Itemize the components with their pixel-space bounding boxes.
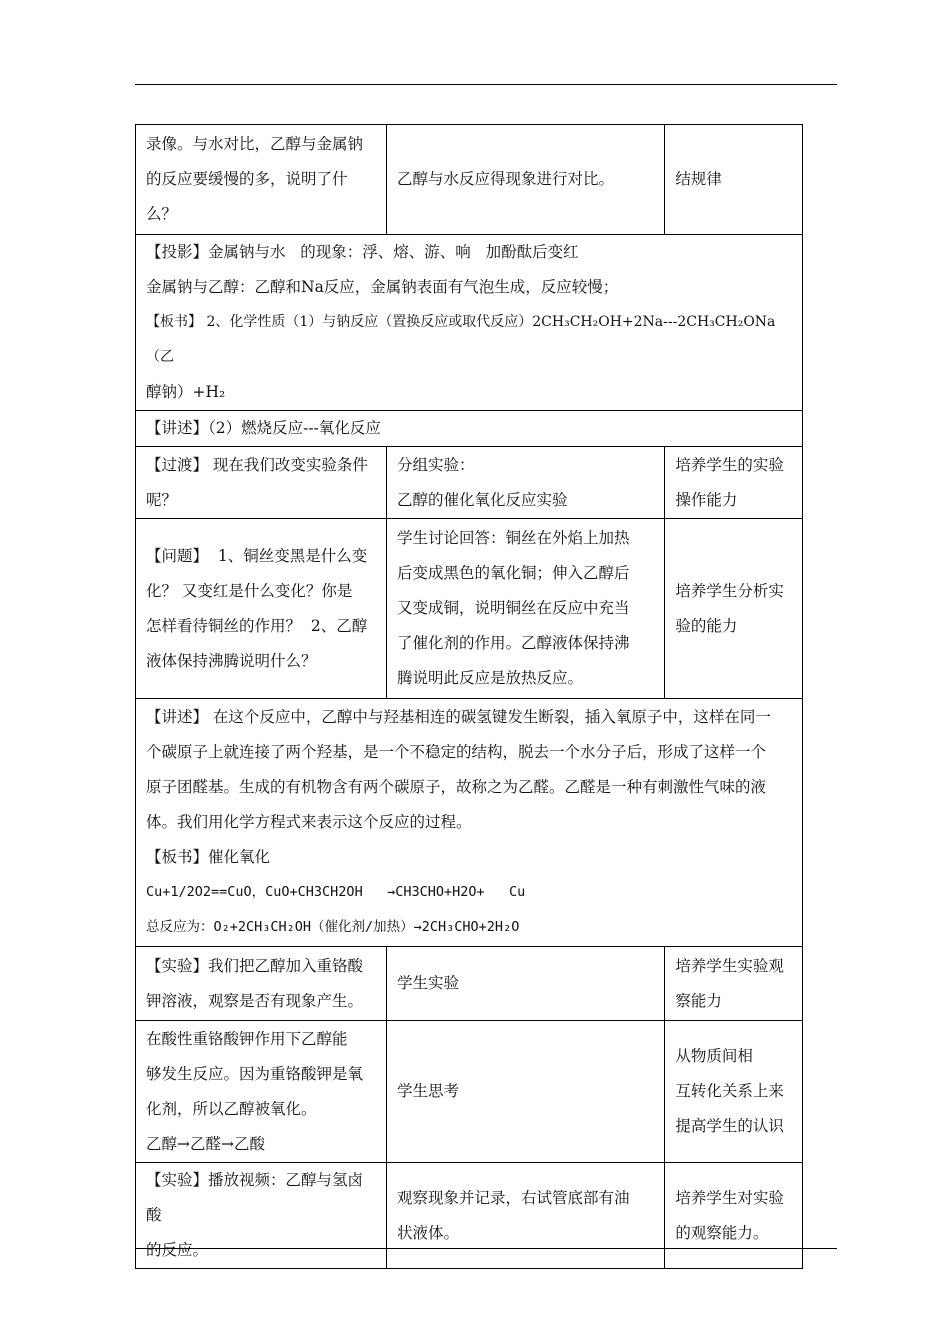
table-row (136, 947, 803, 1021)
cell-line: 怎样看待铜丝的作用？ 2、乙醇 (146, 616, 368, 635)
cell-line: 培养学生对实验 (675, 1188, 784, 1207)
cell-line: 验的能力 (675, 616, 738, 635)
cell-line: 学生思考 (396, 1082, 459, 1100)
cell-line: 互转化关系上来 (675, 1082, 784, 1100)
cell-line: 【讲述】 在这个反应中，乙醇中与羟基相连的碳氢键发生断裂，插入氧原子中，这样在同一 (146, 708, 771, 726)
cell-line: 培养学生的实验 (675, 455, 784, 474)
cell-line: 乙醇→乙醛→乙酸 (146, 1134, 265, 1153)
lesson-plan-table (135, 124, 803, 1269)
cell-line: 腾说明此反应是放热反应。 (396, 669, 583, 687)
cell-line: 【板书】 2、化学性质（1）与钠反应（置换反应或取代反应）2CH₃CH₂OH+2Na---2CH₃CH₂ONa（乙 (146, 314, 776, 365)
cell-line: 培养学生实验观 (675, 956, 784, 975)
header-rule (135, 84, 837, 85)
cell-line: 培养学生分析实 (675, 581, 784, 600)
lecture-cell (136, 411, 803, 447)
teacher-activity-cell (136, 447, 387, 519)
student-activity-cell (386, 947, 664, 1021)
table-row (136, 1021, 803, 1163)
cell-line: 又变成铜，说明铜丝在反应中充当 (396, 599, 630, 617)
cell-line: 【讲述】（2）燃烧反应---氧化反应 (146, 419, 381, 437)
cell-line: 【实验】播放视频：乙醇与氢卤酸 (146, 1171, 364, 1224)
equation-line: Cu+1/2O2==CuO，CuO+CH3CH2OH →CH3CHO+H2O+ Cu (146, 884, 526, 900)
cell-line: 的反应。 (146, 1241, 209, 1259)
table-row (136, 125, 803, 235)
teacher-activity-cell (136, 947, 387, 1021)
cell-line: 体。我们用化学方程式来表示这个反应的过程。 (146, 813, 472, 831)
cell-line: 呢？ (146, 490, 178, 509)
cell-line: 金属钠与乙醇：乙醇和Na反应，金属钠表面有气泡生成，反应较慢； (146, 278, 619, 296)
student-activity-cell (386, 1021, 664, 1163)
footer-rule (135, 1248, 837, 1249)
student-activity-cell (386, 1163, 664, 1269)
student-activity-cell (386, 447, 664, 519)
design-intent-cell (665, 447, 803, 519)
teacher-activity-cell (136, 125, 387, 235)
cell-line: 【过渡】 现在我们改变实验条件 (146, 455, 368, 474)
teacher-activity-cell (136, 1021, 387, 1163)
cell-line: 化剂，所以乙醇被氧化。 (146, 1099, 317, 1118)
teacher-activity-cell (136, 1163, 387, 1269)
cell-line: 【实验】我们把乙醇加入重铬酸 (146, 956, 364, 975)
cell-line: 结规律 (675, 170, 722, 188)
design-intent-cell (665, 125, 803, 235)
cell-line: 录像。与水对比，乙醇与金属钠 (146, 135, 364, 153)
table-row (136, 447, 803, 519)
table-row (136, 1163, 803, 1269)
design-intent-cell (665, 1021, 803, 1163)
cell-line: 够发生反应。因为重铬酸钾是氧 (146, 1064, 364, 1083)
cell-line: 的反应要缓慢的多，说明了什 (146, 170, 348, 188)
student-activity-cell (386, 519, 664, 699)
table-row (136, 699, 803, 947)
cell-line: 在酸性重铬酸钾作用下乙醇能 (146, 1029, 348, 1048)
projection-cell (136, 235, 803, 411)
design-intent-cell (665, 947, 803, 1021)
cell-line: 液体保持沸腾说明什么？ (146, 651, 317, 670)
lecture-cell (136, 699, 803, 947)
table-row (136, 411, 803, 447)
cell-line: 从物质间相 (675, 1047, 753, 1065)
cell-line: 分组实验： (396, 455, 475, 474)
cell-line: 乙醇与水反应得现象进行对比。 (396, 170, 614, 188)
teacher-activity-cell (136, 519, 387, 699)
design-intent-cell (665, 1163, 803, 1269)
cell-line: 了催化剂的作用。乙醇液体保持沸 (396, 634, 630, 652)
cell-line: 提高学生的认识 (675, 1117, 784, 1135)
cell-line: 么？ (146, 205, 178, 223)
cell-line: 化？ 又变红是什么变化？你是 (146, 581, 353, 600)
cell-line: 个碳原子上就连接了两个羟基，是一个不稳定的结构，脱去一个水分子后，形成了这样一个 (146, 743, 767, 761)
cell-line: 的观察能力。 (675, 1223, 769, 1242)
cell-line: 【问题】 1、铜丝变黑是什么变 (146, 546, 368, 565)
student-activity-cell (386, 125, 664, 235)
cell-line: 【板书】催化氧化 (146, 848, 271, 866)
design-intent-cell (665, 519, 803, 699)
table-row (136, 235, 803, 411)
cell-line: 原子团醛基。生成的有机物含有两个碳原子，故称之为乙醛。乙醛是一种有刺激性气味的液 (146, 778, 767, 796)
cell-line: 钾溶液，观察是否有现象产生。 (146, 991, 364, 1010)
cell-line: 学生实验 (396, 974, 459, 992)
cell-line: 状液体。 (396, 1223, 459, 1242)
cell-line: 乙醇的催化氧化反应实验 (396, 490, 568, 509)
cell-line: 【投影】金属钠与水 的现象：浮、熔、游、响 加酚酞后变红 (146, 243, 579, 261)
cell-line: 观察现象并记录，右试管底部有油 (396, 1188, 630, 1207)
cell-line: 学生讨论回答：铜丝在外焰上加热 (396, 529, 630, 547)
equation-line: 总反应为：O₂+2CH₃CH₂OH（催化剂/加热）→2CH₃CHO+2H₂O (146, 919, 520, 935)
cell-line: 醇钠）+H₂ (146, 383, 226, 401)
table-row (136, 519, 803, 699)
cell-line: 察能力 (675, 991, 722, 1010)
cell-line: 操作能力 (675, 490, 738, 509)
cell-line: 后变成黑色的氧化铜；伸入乙醇后 (396, 564, 630, 582)
